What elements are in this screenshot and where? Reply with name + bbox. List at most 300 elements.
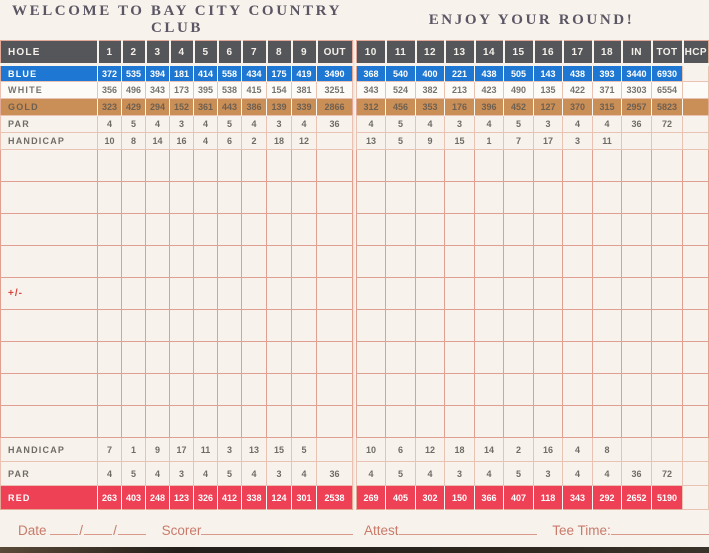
card-bottom-edge — [0, 547, 709, 553]
score-cell: 2 — [242, 133, 267, 150]
blank-cell — [504, 406, 534, 438]
blank-cell — [504, 342, 534, 374]
blank-cell — [357, 214, 386, 246]
score-cell: 361 — [194, 99, 218, 116]
score-cell: 540 — [386, 65, 416, 82]
score-cell: 3490 — [317, 65, 353, 82]
blank-cell — [652, 342, 683, 374]
blank-cell — [593, 182, 622, 214]
blank-cell — [386, 342, 416, 374]
blue-row — [357, 65, 709, 82]
score-cell: 372 — [98, 65, 122, 82]
date-day-field — [84, 521, 112, 535]
blank-cell — [242, 246, 267, 278]
score-cell: 5 — [386, 133, 416, 150]
score-cell: 6 — [386, 438, 416, 462]
score-cell — [683, 133, 709, 150]
blank-cell — [317, 406, 353, 438]
score-cell: 407 — [504, 486, 534, 510]
blank-cell — [357, 246, 386, 278]
score-cell: 4 — [292, 462, 317, 486]
score-cell: 326 — [194, 486, 218, 510]
blank-cell — [386, 406, 416, 438]
blank-cell — [534, 214, 563, 246]
score-cell — [683, 116, 709, 133]
blank-cell — [122, 214, 146, 246]
blank-cell — [445, 150, 475, 182]
score-cell: 10 — [98, 133, 122, 150]
handicap-row — [1, 438, 353, 462]
blank-cell — [194, 374, 218, 406]
blank-cell — [534, 182, 563, 214]
blank-label-cell — [1, 310, 98, 342]
row-label: WHITE — [1, 82, 98, 99]
blank-cell — [534, 374, 563, 406]
score-cell: 2 — [504, 438, 534, 462]
blank-cell — [218, 342, 242, 374]
par-row — [1, 462, 353, 486]
blank-cell — [317, 150, 353, 182]
score-cell: 338 — [242, 486, 267, 510]
blank-cell — [475, 182, 504, 214]
blank-cell — [683, 310, 709, 342]
blank-cell — [194, 246, 218, 278]
blank-cell — [357, 310, 386, 342]
blank-label-cell — [1, 150, 98, 182]
header-cell-18: 18 — [593, 41, 622, 65]
blank-cell — [317, 246, 353, 278]
blank-cell — [445, 342, 475, 374]
blank-cell — [386, 214, 416, 246]
score-cell: 315 — [593, 99, 622, 116]
header-cell-5: 5 — [194, 41, 218, 65]
blank-cell — [593, 150, 622, 182]
blank-cell — [563, 214, 593, 246]
blank-cell — [98, 150, 122, 182]
score-cell: 1 — [122, 438, 146, 462]
blank-cell — [242, 406, 267, 438]
score-cell: 154 — [267, 82, 292, 99]
score-cell: 1 — [475, 133, 504, 150]
score-cell: 263 — [98, 486, 122, 510]
blank-row — [1, 214, 353, 246]
score-cell: 9 — [146, 438, 170, 462]
blank-cell — [683, 278, 709, 310]
blank-cell — [98, 278, 122, 310]
score-cell: 524 — [386, 82, 416, 99]
score-cell: 381 — [292, 82, 317, 99]
score-cell: 3 — [563, 133, 593, 150]
score-cell: 370 — [563, 99, 593, 116]
blank-cell — [504, 150, 534, 182]
blank-cell — [475, 342, 504, 374]
blank-cell — [386, 374, 416, 406]
blank-row — [357, 406, 709, 438]
red-row — [357, 486, 709, 510]
blank-cell — [357, 342, 386, 374]
score-cell: 371 — [593, 82, 622, 99]
score-cell — [683, 438, 709, 462]
blank-cell — [652, 150, 683, 182]
blank-cell — [267, 310, 292, 342]
score-cell — [683, 462, 709, 486]
blank-cell — [170, 310, 194, 342]
score-cell: 4 — [416, 462, 445, 486]
score-cell: 343 — [357, 82, 386, 99]
blank-cell — [475, 246, 504, 278]
scorer-label: Scorer — [161, 522, 202, 538]
score-cell: 4 — [593, 462, 622, 486]
score-cell: 139 — [267, 99, 292, 116]
score-cell: 294 — [146, 99, 170, 116]
blank-row — [1, 246, 353, 278]
header-cell-8: 8 — [267, 41, 292, 65]
score-cell: 12 — [292, 133, 317, 150]
score-cell: 7 — [98, 438, 122, 462]
score-cell: 36 — [317, 462, 353, 486]
score-cell: 3 — [267, 462, 292, 486]
blank-cell — [563, 182, 593, 214]
blank-cell — [122, 374, 146, 406]
score-cell: 4 — [98, 462, 122, 486]
score-cell: 11 — [194, 438, 218, 462]
row-label: HANDICAP — [1, 438, 98, 462]
blank-row — [1, 342, 353, 374]
blank-cell — [122, 278, 146, 310]
score-cell: 36 — [622, 116, 652, 133]
blank-cell — [386, 246, 416, 278]
score-cell: 13 — [357, 133, 386, 150]
score-cell: 535 — [122, 65, 146, 82]
blank-cell — [267, 182, 292, 214]
score-cell: 3 — [170, 116, 194, 133]
attest-field — [399, 521, 537, 535]
blank-cell — [622, 278, 652, 310]
blank-cell — [475, 406, 504, 438]
blank-cell — [146, 182, 170, 214]
blank-cell — [593, 310, 622, 342]
score-cell: 353 — [416, 99, 445, 116]
blank-cell — [652, 214, 683, 246]
blank-cell — [242, 342, 267, 374]
score-cell — [683, 65, 709, 82]
score-cell: 127 — [534, 99, 563, 116]
score-cell: 143 — [534, 65, 563, 82]
score-cell: 4 — [563, 438, 593, 462]
date-separator: / — [113, 522, 117, 538]
blank-cell — [504, 246, 534, 278]
blank-label-cell — [1, 214, 98, 246]
blank-cell — [170, 150, 194, 182]
header-cell-4: 4 — [170, 41, 194, 65]
blank-cell — [267, 342, 292, 374]
blank-cell — [292, 406, 317, 438]
score-cell: 368 — [357, 65, 386, 82]
blank-cell — [146, 278, 170, 310]
blank-cell — [683, 246, 709, 278]
score-cell: 382 — [416, 82, 445, 99]
blank-cell — [386, 150, 416, 182]
blank-cell — [416, 214, 445, 246]
blank-cell — [622, 214, 652, 246]
blank-cell — [593, 214, 622, 246]
blank-row — [357, 246, 709, 278]
blank-cell — [98, 246, 122, 278]
header-cell-tot: TOT — [652, 41, 683, 65]
score-cell: 4 — [357, 462, 386, 486]
blank-cell — [218, 150, 242, 182]
score-cell: 4 — [475, 116, 504, 133]
score-cell: 4 — [416, 116, 445, 133]
blank-row — [357, 374, 709, 406]
plus-minus-label: +/- — [1, 278, 98, 310]
score-cell: 301 — [292, 486, 317, 510]
score-cell: 356 — [98, 82, 122, 99]
score-cell: 173 — [170, 82, 194, 99]
blank-cell — [622, 150, 652, 182]
row-label: GOLD — [1, 99, 98, 116]
blank-row — [1, 278, 353, 310]
blank-cell — [683, 342, 709, 374]
blank-cell — [170, 374, 194, 406]
blank-cell — [218, 278, 242, 310]
attest-label: Attest — [364, 522, 399, 538]
score-cell: 175 — [267, 65, 292, 82]
score-cell — [622, 133, 652, 150]
score-cell: 456 — [386, 99, 416, 116]
par-row — [1, 116, 353, 133]
score-cell: 5 — [218, 116, 242, 133]
blank-cell — [416, 150, 445, 182]
score-cell: 221 — [445, 65, 475, 82]
blank-cell — [292, 214, 317, 246]
handicap-row — [1, 133, 353, 150]
blank-cell — [218, 182, 242, 214]
blank-row — [357, 150, 709, 182]
blank-cell — [194, 310, 218, 342]
score-cell: 5 — [386, 462, 416, 486]
blank-cell — [534, 278, 563, 310]
blank-cell — [622, 182, 652, 214]
score-cell: 343 — [146, 82, 170, 99]
score-cell: 3 — [445, 116, 475, 133]
blank-cell — [683, 214, 709, 246]
score-cell: 496 — [122, 82, 146, 99]
blank-cell — [445, 246, 475, 278]
blank-cell — [218, 214, 242, 246]
footer — [0, 510, 709, 548]
blank-label-cell — [1, 246, 98, 278]
score-cell: 4 — [98, 116, 122, 133]
blank-cell — [357, 406, 386, 438]
score-cell: 3251 — [317, 82, 353, 99]
score-cell: 3 — [445, 462, 475, 486]
blank-row — [1, 150, 353, 182]
score-cell: 419 — [292, 65, 317, 82]
blank-cell — [170, 214, 194, 246]
blank-cell — [317, 342, 353, 374]
blank-cell — [475, 374, 504, 406]
score-cell: 8 — [122, 133, 146, 150]
score-cell: 438 — [563, 65, 593, 82]
blank-cell — [652, 182, 683, 214]
blank-cell — [122, 182, 146, 214]
score-cell: 5 — [218, 462, 242, 486]
score-cell: 5 — [504, 116, 534, 133]
date-label: Date — [18, 522, 47, 538]
score-cell: 4 — [563, 462, 593, 486]
score-cell: 72 — [652, 116, 683, 133]
blank-cell — [563, 374, 593, 406]
scorer-field — [201, 521, 353, 535]
score-cell: 6 — [218, 133, 242, 150]
blank-label-cell — [1, 374, 98, 406]
blank-cell — [218, 246, 242, 278]
score-cell: 14 — [146, 133, 170, 150]
plain-row — [357, 438, 709, 462]
blank-cell — [98, 342, 122, 374]
row-label: PAR — [1, 462, 98, 486]
header-cell-11: 11 — [386, 41, 416, 65]
header-cell-hole: HOLE — [1, 41, 98, 65]
score-cell: 2957 — [622, 99, 652, 116]
score-cell: 36 — [317, 116, 353, 133]
score-cell — [317, 133, 353, 150]
blank-cell — [317, 374, 353, 406]
score-cell: 3303 — [622, 82, 652, 99]
blank-cell — [357, 374, 386, 406]
score-cell: 3 — [218, 438, 242, 462]
plain-row — [357, 133, 709, 150]
tee-time-label: Tee Time: — [552, 522, 611, 538]
blank-cell — [683, 374, 709, 406]
score-cell: 2652 — [622, 486, 652, 510]
blank-cell — [622, 246, 652, 278]
header-cell-9: 9 — [292, 41, 317, 65]
blank-cell — [652, 278, 683, 310]
blank-label-cell — [1, 342, 98, 374]
blank-cell — [416, 278, 445, 310]
header-cell-3: 3 — [146, 41, 170, 65]
blank-cell — [622, 374, 652, 406]
blank-cell — [445, 310, 475, 342]
blank-cell — [475, 214, 504, 246]
blank-cell — [122, 150, 146, 182]
blank-cell — [146, 246, 170, 278]
score-cell: 400 — [416, 65, 445, 82]
score-cell: 118 — [534, 486, 563, 510]
score-cell: 4 — [194, 462, 218, 486]
score-cell: 339 — [292, 99, 317, 116]
score-cell: 4 — [146, 462, 170, 486]
score-cell: 176 — [445, 99, 475, 116]
blank-cell — [242, 374, 267, 406]
header-cell-13: 13 — [445, 41, 475, 65]
blank-cell — [357, 150, 386, 182]
blank-cell — [652, 310, 683, 342]
score-cell: 538 — [218, 82, 242, 99]
blank-cell — [416, 182, 445, 214]
footer-front — [0, 521, 354, 538]
back-nine-title: ENJOY YOUR ROUND! — [428, 11, 635, 28]
blank-cell — [267, 246, 292, 278]
blank-cell — [98, 374, 122, 406]
score-cell: 505 — [504, 65, 534, 82]
header-cell-14: 14 — [475, 41, 504, 65]
score-cell — [683, 82, 709, 99]
blank-cell — [357, 182, 386, 214]
blank-label-cell — [1, 182, 98, 214]
score-cell: 490 — [504, 82, 534, 99]
blank-row — [357, 182, 709, 214]
score-cell: 438 — [475, 65, 504, 82]
front-nine-table — [0, 40, 353, 510]
blank-cell — [445, 374, 475, 406]
blank-cell — [146, 342, 170, 374]
front-nine-title: WELCOME TO BAY CITY COUNTRY CLUB — [12, 3, 342, 36]
score-cell: 18 — [445, 438, 475, 462]
header-cell-out: OUT — [317, 41, 353, 65]
score-cell — [683, 486, 709, 510]
blank-cell — [267, 406, 292, 438]
score-cell: 3440 — [622, 65, 652, 82]
score-cell: 13 — [242, 438, 267, 462]
header-cell-7: 7 — [242, 41, 267, 65]
blank-cell — [652, 406, 683, 438]
header-cell-17: 17 — [563, 41, 593, 65]
blank-cell — [504, 182, 534, 214]
blank-cell — [267, 374, 292, 406]
score-cell: 302 — [416, 486, 445, 510]
blank-cell — [292, 182, 317, 214]
blank-cell — [563, 278, 593, 310]
header-cell-15: 15 — [504, 41, 534, 65]
blank-cell — [194, 150, 218, 182]
score-cell: 2538 — [317, 486, 353, 510]
blank-cell — [218, 374, 242, 406]
score-cell — [317, 438, 353, 462]
blank-cell — [563, 246, 593, 278]
blank-cell — [445, 214, 475, 246]
blank-cell — [534, 246, 563, 278]
score-cell: 17 — [534, 133, 563, 150]
score-cell: 5190 — [652, 486, 683, 510]
blank-cell — [267, 150, 292, 182]
score-cell: 3 — [534, 462, 563, 486]
score-cell: 4 — [146, 116, 170, 133]
score-cell: 6554 — [652, 82, 683, 99]
score-cell — [652, 438, 683, 462]
score-cell: 415 — [242, 82, 267, 99]
score-cell: 558 — [218, 65, 242, 82]
blank-cell — [98, 182, 122, 214]
blank-cell — [593, 246, 622, 278]
plain-row — [357, 116, 709, 133]
blank-cell — [416, 374, 445, 406]
header-cell-2: 2 — [122, 41, 146, 65]
blank-cell — [242, 278, 267, 310]
score-cell: 394 — [146, 65, 170, 82]
blank-cell — [445, 278, 475, 310]
blank-cell — [504, 278, 534, 310]
blank-cell — [534, 342, 563, 374]
score-cell: 386 — [242, 99, 267, 116]
row-label: HANDICAP — [1, 133, 98, 150]
blank-cell — [504, 310, 534, 342]
score-cell: 12 — [416, 438, 445, 462]
blank-cell — [194, 278, 218, 310]
score-cell: 15 — [267, 438, 292, 462]
